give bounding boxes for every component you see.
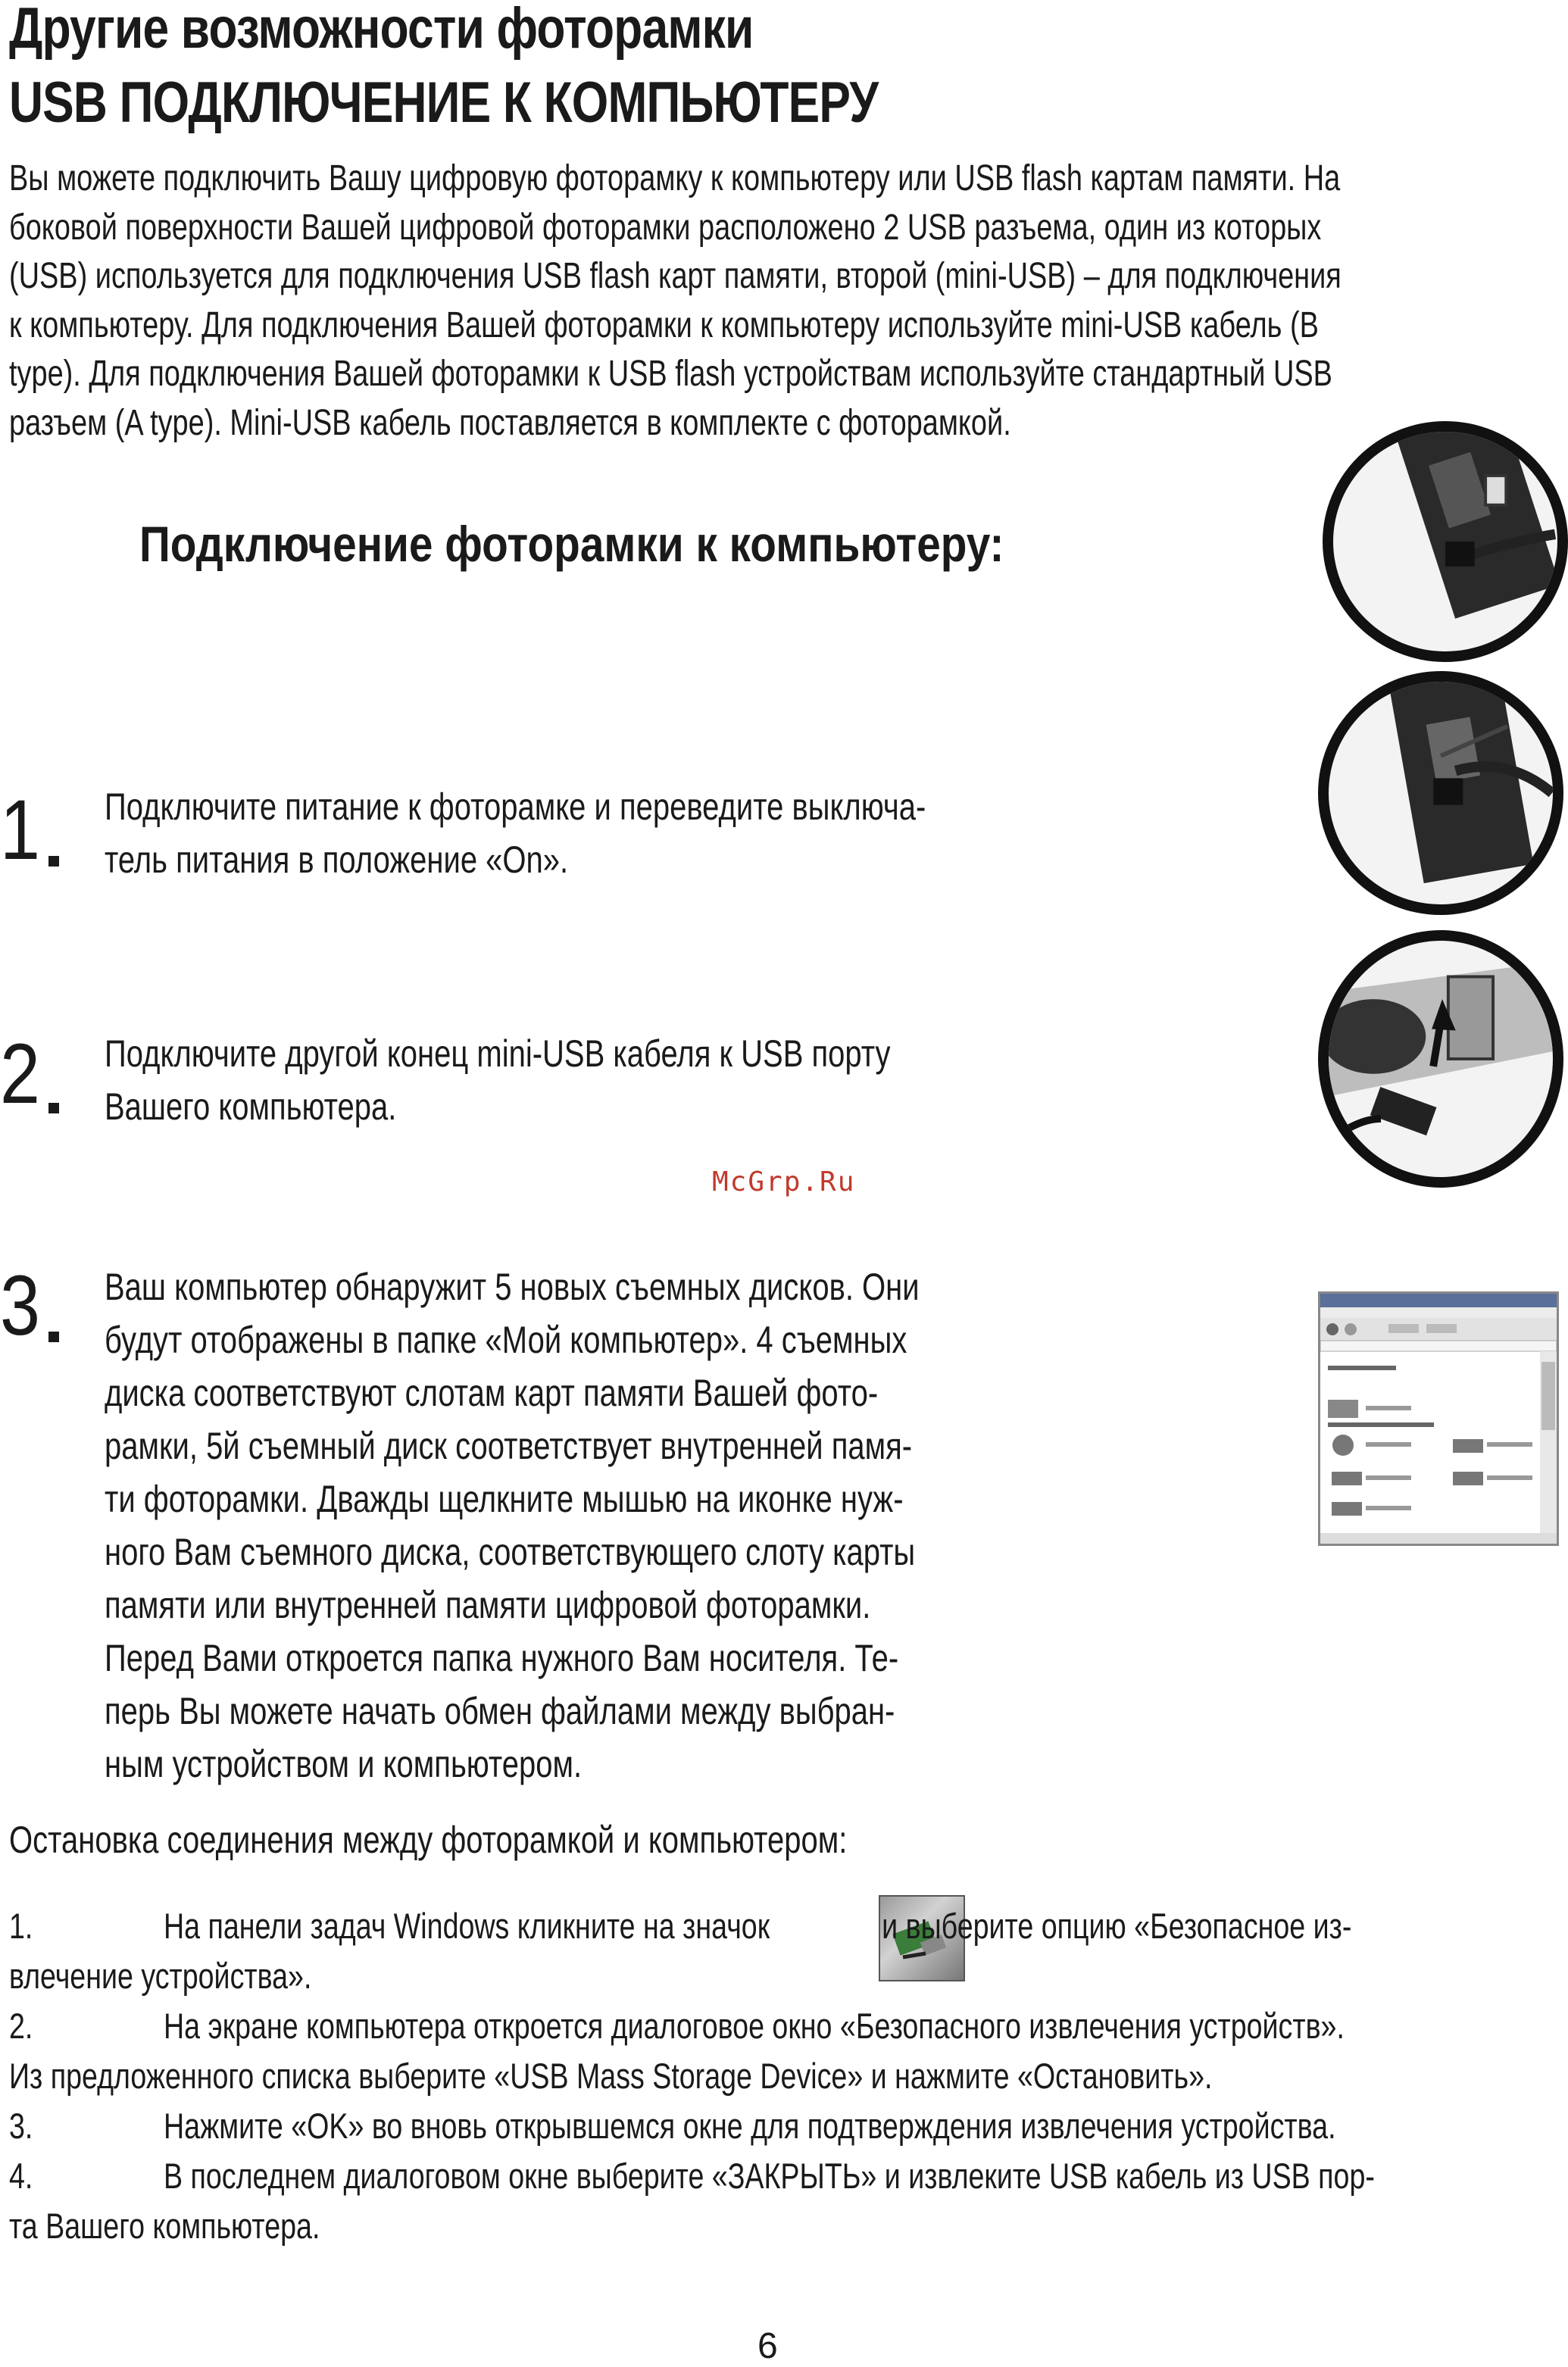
list-text: и выберите опцию «Безопасное из- — [882, 1906, 1352, 1946]
watermark: McGrp.Ru — [712, 1166, 856, 1198]
list-number: 2. — [9, 2006, 33, 2046]
step-line: Вашего компьютера. — [105, 1085, 397, 1128]
list-text: Нажмите «OK» во вновь открывшемся окне для подтверждения извлечения устройства. — [164, 2106, 1336, 2146]
step-line: Ваш компьютер обнаружит 5 новых съемных дисков. Они — [105, 1266, 920, 1308]
step-1-text — [105, 780, 1131, 886]
step-line: Перед Вами откроется папка нужного Вам носителя. Те- — [105, 1637, 899, 1679]
step-3-text — [105, 1260, 1123, 1791]
step-line: ного Вам съемного диска, соответствующего слоту карты — [105, 1531, 916, 1573]
frame-usb-photo-2 — [1318, 671, 1563, 915]
page-title: Другие возможности фоторамки — [9, 0, 754, 61]
my-computer-window-thumbnail — [1318, 1291, 1559, 1546]
list-number: 1. — [9, 1906, 33, 1946]
stop-section-title: Остановка соединения между фоторамкой и компьютером: — [9, 1819, 848, 1861]
section-title: USB ПОДКЛЮЧЕНИЕ К КОМПЬЮТЕРУ — [9, 70, 879, 135]
step-line: будут отображены в папке «Мой компьютер». 4 съемных — [105, 1319, 907, 1361]
step-line: тель питания в положение «On». — [105, 838, 569, 881]
list-item — [9, 1901, 1352, 1951]
intro-line: к компьютеру. Для подключения Вашей фоторамки к компьютеру используйте mini-USB кабель (B — [9, 304, 1319, 345]
frame-photo-icon — [1333, 432, 1557, 651]
list-text: На экране компьютера откроется диалоговое окно «Безопасного извлечения устройств». — [164, 2006, 1345, 2046]
list-text: та Вашего компьютера. — [9, 2206, 320, 2246]
intro-line: боковой поверхности Вашей цифровой фоторамки расположено 2 USB разъема, один из которых — [9, 207, 1322, 248]
step-number-2: 2 — [0, 1026, 40, 1121]
step-line: ным устройством и компьютером. — [105, 1743, 583, 1785]
step-line: Подключите другой конец mini-USB кабеля к USB порту — [105, 1032, 891, 1075]
step-dot — [48, 856, 59, 867]
page-number: 6 — [757, 2326, 778, 2366]
list-text: Из предложенного списка выберите «USB Mass Storage Device» и нажмите «Остановить». — [9, 2056, 1213, 2096]
step-number-1: 1 — [0, 782, 40, 877]
step-line: диска соответствуют слотам карт памяти Вашей фото- — [105, 1372, 879, 1414]
list-text: В последнем диалоговом окне выберите «ЗАКРЫТЬ» и извлеките USB кабель из USB пор- — [164, 2156, 1375, 2196]
list-item — [9, 2101, 1336, 2151]
step-line: ти фоторамки. Дважды щелкните мышью на иконке нуж- — [105, 1478, 904, 1520]
intro-line: разъем (A type). Mini-USB кабель поставляется в комплекте с фоторамкой. — [9, 402, 1011, 443]
step-dot — [48, 1332, 59, 1342]
connection-heading: Подключение фоторамки к компьютеру: — [139, 516, 1004, 572]
stop-steps-list — [9, 1901, 1547, 2251]
intro-line: (USB) используется для подключения USB flash карт памяти, второй (mini-USB) – для подключения — [9, 256, 1342, 296]
step-line: Подключите питание к фоторамке и переведите выключа- — [105, 785, 926, 828]
intro-line: type). Для подключения Вашей фоторамки к USB flash устройствам используйте стандартный USB — [9, 354, 1332, 394]
list-item — [9, 2001, 1345, 2051]
pc-usb-port-photo — [1318, 930, 1563, 1188]
window-thumbnail-icon — [1320, 1294, 1557, 1544]
intro-line: Вы можете подключить Вашу цифровую фоторамку к компьютеру или USB flash картам памяти. На — [9, 158, 1341, 198]
intro-paragraph — [9, 155, 1539, 448]
list-number: 4. — [9, 2156, 33, 2196]
usb-port-photo-icon — [1329, 941, 1553, 1177]
list-text: влечение устройства». — [9, 1956, 312, 1996]
list-number: 3. — [9, 2106, 33, 2146]
step-2-text — [105, 1027, 1087, 1133]
step-dot — [48, 1103, 59, 1113]
step-number-3: 3 — [0, 1258, 40, 1353]
list-text: На панели задач Windows кликните на значок — [164, 1906, 770, 1946]
step-line: перь Вы можете начать обмен файлами между выбран- — [105, 1690, 895, 1732]
step-line: рамки, 5й съемный диск соответствует внутренней памя- — [105, 1425, 913, 1467]
step-line: памяти или внутренней памяти цифровой фоторамки. — [105, 1584, 871, 1626]
list-item — [9, 2151, 1375, 2201]
frame-usb-photo-1 — [1323, 421, 1568, 662]
frame-photo-icon — [1329, 682, 1553, 904]
